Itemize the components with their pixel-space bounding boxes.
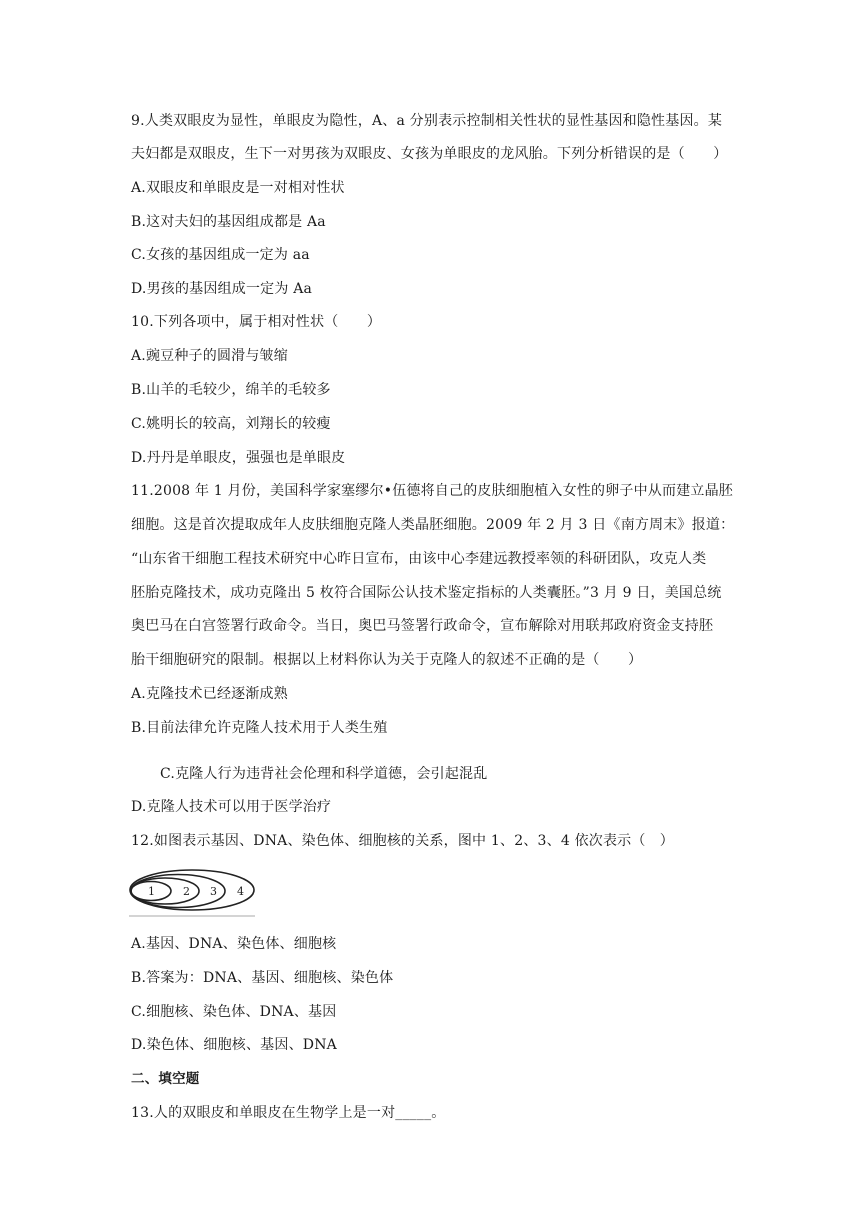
q9-option-d: D.男孩的基因组成一定为 Aa [131,281,313,297]
section-heading-fill-in: 二、填空题 [131,1071,200,1087]
q11-stem-line-1: 11.2008 年 1 月份，美国科学家塞缪尔•伍德将自己的皮肤细胞植入女性的卵子中从而建立晶胚 [131,483,734,499]
q10-option-c: C.姚明长的较高，刘翔长的较瘦 [131,416,331,432]
q11-option-b: B.目前法律允许克隆人技术用于人类生殖 [131,720,388,736]
q9-option-c: C.女孩的基因组成一定为 aa [131,247,310,263]
figure-label-1: 1 [148,885,155,898]
q10-option-a: A.豌豆种子的圆滑与皱缩 [131,348,288,364]
figure-label-4: 4 [237,885,244,898]
q9-option-a: A.双眼皮和单眼皮是一对相对性状 [131,180,345,196]
q12-option-d: D.染色体、细胞核、基因、DNA [131,1037,337,1053]
q13-stem: 13.人的双眼皮和单眼皮在生物学上是一对_____。 [131,1105,446,1121]
q11-option-a: A.克隆技术已经逐渐成熟 [131,686,288,702]
q12-option-c: C.细胞核、染色体、DNA、基因 [131,1004,337,1020]
q11-option-d: D.克隆人技术可以用于医学治疗 [131,799,332,815]
q11-stem-line-6: 胎干细胞研究的限制。根据以上材料你认为关于克隆人的叙述不正确的是（ ） [131,652,643,668]
q11-stem-line-3: “山东省干细胞工程技术研究中心昨日宣布，由该中心李建远教授率领的科研团队，攻克人类 [131,551,707,567]
q10-option-b: B.山羊的毛较少，绵羊的毛较多 [131,382,331,398]
nested-ellipses-figure [127,866,257,918]
q11-option-c: C.克隆人行为违背社会伦理和科学道德，会引起混乱 [160,766,488,782]
q11-stem-line-2: 细胞。这是首次提取成年人皮肤细胞克隆人类晶胚细胞。2009 年 2 月 3 日《南方周末》报道： [131,517,735,533]
q10-option-d: D.丹丹是单眼皮，强强也是单眼皮 [131,450,346,466]
q9-option-b: B.这对夫妇的基因组成都是 Aa [131,214,326,230]
q11-stem-line-5: 奥巴马在白宫签署行政命令。当日，奥巴马签署行政命令，宣布解除对用联邦政府资金支持胚 [131,618,714,634]
q10-stem: 10.下列各项中，属于相对性状（ ） [131,314,382,330]
q11-stem-line-4: 胚胎克隆技术，成功克隆出 5 枚符合国际公认技术鉴定指标的人类囊胚。”3 月 9 日，美国总统 [131,585,722,601]
figure-label-2: 2 [183,885,190,898]
figure-label-3: 3 [210,885,217,898]
q12-stem: 12.如图表示基因、DNA、染色体、细胞核的关系，图中 1、2、3、4 依次表示（ ） [131,833,674,849]
q12-option-a: A.基因、DNA、染色体、细胞核 [131,936,337,952]
q12-option-b: B.答案为：DNA、基因、细胞核、染色体 [131,970,394,986]
q9-stem-line-2: 夫妇都是双眼皮，生下一对男孩为双眼皮、女孩为单眼皮的龙风胎。下列分析错误的是（ ） [131,146,728,162]
q9-stem-line-1: 9.人类双眼皮为显性，单眼皮为隐性，A、a 分别表示控制相关性状的显性基因和隐性基因。某 [131,113,723,129]
